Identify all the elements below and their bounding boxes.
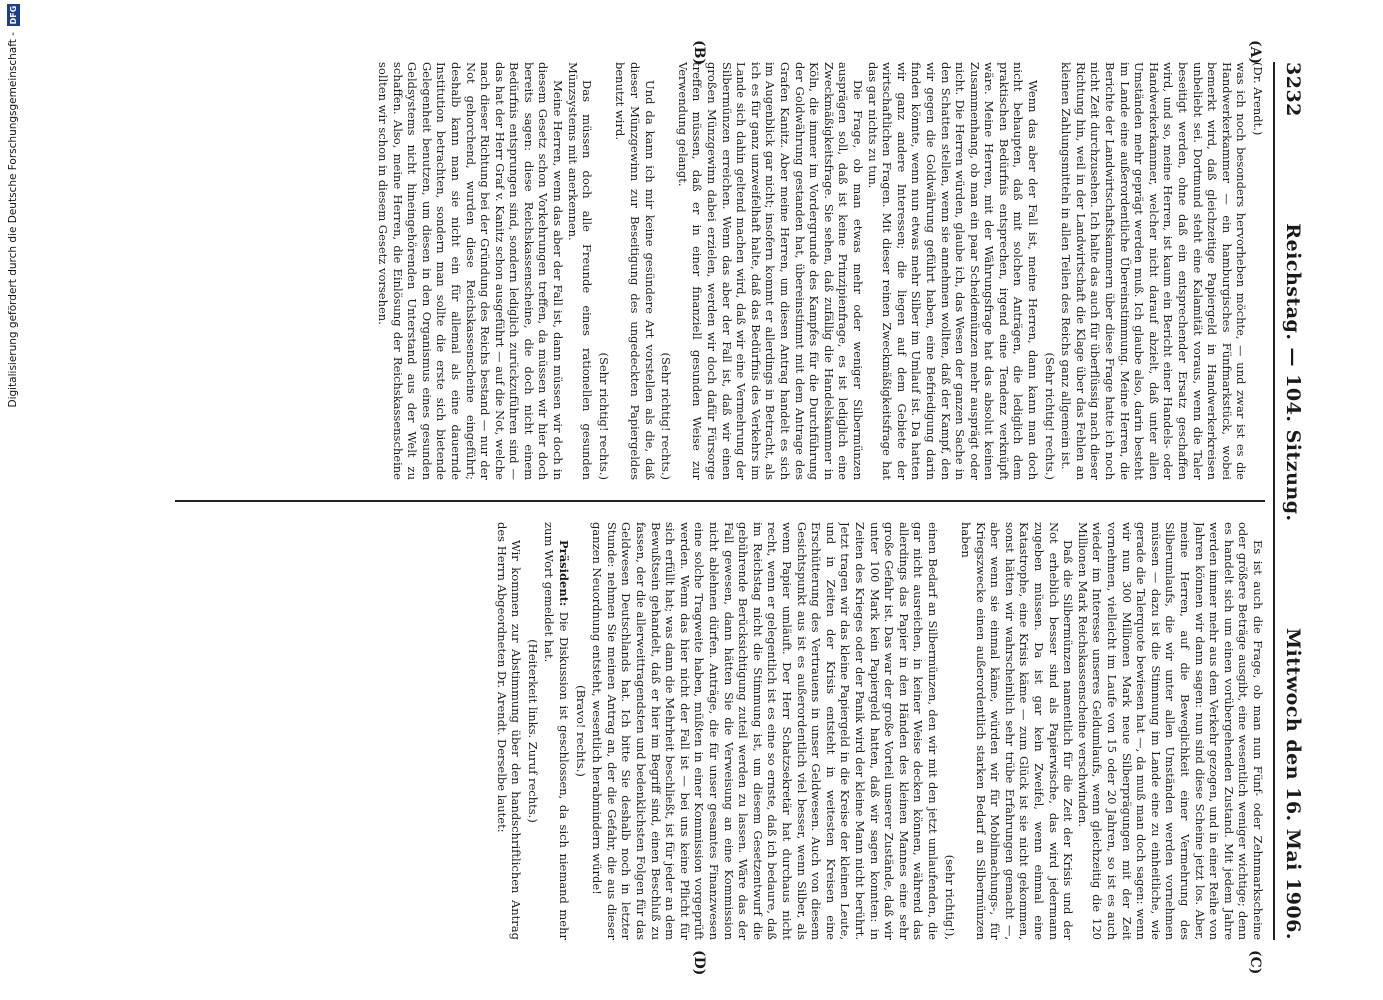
paragraph: einen Bedarf an Silbermünzen, den wir mit den jetzt umlaufenden, die gar nicht ausreichen, in keiner Weise decken können, während das allerdings das Papier in den Händen des kleinen Mannes eine sehr große Gefahr ist. Das war der große Vorteil unserer Zustände, daß wir unter 100 Mark kein Papiergeld hatten, daß wir sagen konnten: in Zeiten des Krieges oder der Panik wird der kleine Mann nicht berührt. Jetzt tragen wir das kleine Papiergeld in die Kreise der kleinen Leute, und in Zeiten der Krisis entsteht in weitesten Kreisen eine Erschütterung des Vertrauens in unser Geldwesen. Auch von diesem Gesichtspunkt aus ist es außerordentlich viel besser, wenn Silber, als wenn Papier umläuft. Der Herr Schatzsekretär hat durchaus nicht recht, wenn er gelegentlich ist es eine so ernste, daß ich bedaure, daß im Reichstag nicht die Stimmung ist, um diesem Gesetzentwurf die gebührende Berücksichtigung zuteil werden zu lassen. Wäre das der Fall gewesen, dann hätten Sie die Verweisung an eine Kommission nicht ablehnen dürfen. Anträge, die für unser gesamtes Finanzwesen eine solche Tragweite haben, müßten in einer Kommission vorgeprüft werden. Wenn das hier nicht der Fall ist — bei uns keine Pflicht für sich erfüllt hat; was dann die Mehrheit beschließt, ist für jeder an dem Bewußtsein gehandelt, daß er hier im Begriff sind, einen Beschluß zu fassen, der die allerweittragendsten und bedenklichsten Folgen für das Geldwesen Deutschlands hat. Ich bitte Sie deshalb noch in letzter Stunde: nehmen Sie meinen Antrag an, der die Gefahr, die aus dieser ganzen Neuordnung entsteht, wesentlich herabmindern würde! (590, 522, 940, 940)
session-date: Mittwoch den 16. Mai 1906. (1282, 628, 1304, 940)
speaker-name: Präsident: (557, 540, 572, 607)
paragraph: Meine Herren, wenn das aber der Fall ist, dann müssen wir doch in diesem Gesetz schon Vorkehrungen treffen, da müssen wir hier doch bereits sagen: diese Reichskassenscheine, die doch nicht einem Bedürfnis entsprungen sind, sondern lediglich zurückzuführen sind — das hat der Herr Graf v. Kanitz schon ausgeführt — auf die Not, welche nach dieser Richtung bei der Gründung des Reichs bestand — nur der Not gehorchend, wurden diese Reichskassenscheine eingeführt; deshalb kann man sie nicht ein für allemal als eine dauernde Institution betrachten, sondern man sollte die erste sich bietende Gelegenheit benutzen, um diesen in den Organismus eines gesunden Geldsystems nicht hineingehörenden Unterstand aus der Welt zu schaffen. Also, meine Herren, die Einlösung der Reichskassenscheine sollten wir schon in diesem Gesetz vorsehen. (375, 62, 566, 480)
right-column (155, 522, 1265, 940)
paragraph (542, 522, 571, 940)
left-column (155, 62, 1265, 480)
paragraph: Wenn das aber der Fall ist, meine Herren, dann kann man doch nicht behaupten, daß mit solchen Anträgen, die lediglich dem praktischen Bedürfnis entsprechen, irgend eine Tendenz verknüpft wäre. Meine Herren, mit der Währungsfrage hat das absolut keinen Zusammenhang, ob man ein paar Scheidemünzen mehr ausprägt oder nicht. Die Herren würden, glaube ich, das Wesen der ganzen Sache in den Schatten stellen, wenn sie annehmen wollten, daß der Kampf, den wir gegen die Goldwährung geführt haben, eine Befriedigung darin finden könnte, wenn nun etwas mehr Silber im Umlauf ist. Da hatten wir ganz andere Interessen; die liegen auf dem Gebiete der wirtschaftlichen Fragen. Mit dieser reinen Zweckmäßigkeitsfrage hat das gar nichts zu tun. (865, 62, 1041, 480)
dfg-logo: DFG (8, 5, 18, 25)
margin-marker-c: (C) (1247, 950, 1263, 975)
paragraph: Es ist auch die Frage, ob man nun Fünf- oder Zehnmarkscheine oder größere Beträge ausgibt, eine wesentlich weniger wichtige; denn es handelt sich um einen vorübergehenden Zustand. Mit jedem Jahre werden immer mehr aus dem Verkehr gezogen, und in einer Reihe von Jahren können wir dann sagen: nun sind diese Scheine jetzt los. Aber, meine Herren, auf die Beweglichkeit einer Vermehrung des Silberumlaufs, die wir unter allen Umständen werden vornehmen müssen — dazu ist die Stimmung im Lande eine zu einheitliche, wie gerade die Talerquote bewiesen hat —, da muß man doch sagen: wenn wir nun 300 Millionen Mark neue Silberprägungen mit der Zeit vornehmen, vielleicht im Laufe von 15 oder 20 Jahren, so ist es auch wieder im Interesse unseres Geldumlaufs, wenn gleichzeitig die 120 Millionen Mark Reichskassenscheine verschwinden. (1075, 522, 1265, 940)
column-rule (175, 500, 1265, 502)
paragraph: Daß die Silbermünzen namentlich für die Zeit der Krisis und der Not erheblich besser sind als Papierwische, das wird jedermann zugeben müssen. Da ist gar kein Zweifel, wenn einmal eine Katastrophe, eine Krisis käme — zum Glück ist sie nicht gekommen, sonst hätten wir wahrscheinlich sehr trübe Erfahrungen gemacht —, aber wenn sie einmal käme, würden wir für Mobilmachungs-, für Kriegszwecke einen außerordentlich starken Bedarf an Silbermünzen haben (959, 522, 1076, 940)
page-number: 3232 (1282, 62, 1304, 117)
interjection: (Sehr richtig! rechts.) (659, 352, 674, 480)
margin-marker-d: (D) (691, 950, 707, 976)
paragraph-text: Die Diskussion ist geschlossen, da sich niemand mehr zum Wort gemeldet hat. (542, 522, 572, 940)
interjection: (Heiterkeit links. Zuruf rechts.) (525, 639, 540, 823)
speaker-heading: (Dr. Arendt.) (1251, 62, 1265, 136)
paragraph: Die Frage, ob man etwas mehr oder weniger Silbermünzen ausprägen soll, daß ist keine Prinzipienfrage, es ist lediglich eine Zweckmäßigkeitsfrage. Sie sehen, daß zufällig die Handelskammer in Köln, die immer im Vordergrunde des Kampfes für die Durchführung der Goldwährung gestanden hat, übereinstimmt mit dem Antrage des Grafen Kanitz. Aber meine Herren, um diesen Antrag handelt es sich im Augenblick gar nicht; insofern kommt er allerdings in Betracht, als ich es für ganz unzweifelhaft halte, daß das Bedürfnis des Verkehrs im Lande sich dahin geltend machen wird, daß wir eine Vermehrung der Silbermünzen erreichen. Wenn das aber der Fall ist, daß wir einen großen Münzgewinn dabei erzielen, werden wir doch dafür Fürsorge treffen müssen, daß er in einer finanziell gesunden Weise zur Verwendung gelangt. (675, 62, 865, 480)
interjection: (Bravo! rechts.) (573, 685, 588, 777)
interjection: (Sehr richtig! rechts.) (1042, 352, 1057, 480)
margin-marker-a: (A) (1247, 40, 1263, 65)
paragraph: Das müssen doch alle Freunde eines rationellen gesunden Münzsystems mit anerkennen. (565, 62, 595, 480)
margin-marker-b: (B) (691, 40, 707, 66)
credit-text: Digitalisierung gefördert durch die Deutsche Forschungsgemeinschaft - (7, 32, 19, 408)
header-rule (1273, 62, 1275, 940)
session-title: Reichstag. — 104. Sitzung. (1282, 223, 1304, 522)
paragraph: Und da kann ich mir keine gesündere Art vorstellen als die, daß dieser Münzgewinn zur Beseitigung des ungedeckten Papiergeldes benutzt wird. (613, 62, 657, 480)
paragraph: was ich noch besonders hervorheben möchte, — und zwar ist es die Handwerkerkammer — ein hamburgisches Fünfmarkstück, wobei bemerkt wird, daß gleichzeitige Papiergeld in Handwerkerkreisen unbeliebt sei. Dortmund steht eine Kalamität voraus, wenn die Taler beseitigt werden, ohne daß ein entsprechender Ersatz geschaffen wird, und so, meine Herren, ist kaum ein Bericht einer Handels- oder Handwerkerkammer, welcher nicht darauf abzielt, daß unter allen Umständen mehr geprägt werden muß. Ich glaube also, darin besteht im Lande eine außerordentliche Übereinstimmung. Meine Herren, die Berichte der Landwirtschaftskammern über diese Frage hatte ich noch nicht Zeit durchzusehen. Ich halte das auch für überflüssig nach dieser Richtung hin, weil in der Landwirtschaft die Klage über das Fehlen an kleinen Zahlungsmitteln in allen Teilen des Reichs ganz allgemein ist. (1059, 62, 1249, 480)
paragraph: Wir kommen zur Abstimmung über den handschriftlichen Antrag des Herrn Abgeordneten Dr. Arendt. Derselbe lautet: (494, 522, 524, 940)
interjection: (Sehr richtig! rechts.) (596, 352, 611, 480)
interjection: (sehr richtig!), (942, 854, 957, 940)
page-header (1279, 62, 1307, 940)
